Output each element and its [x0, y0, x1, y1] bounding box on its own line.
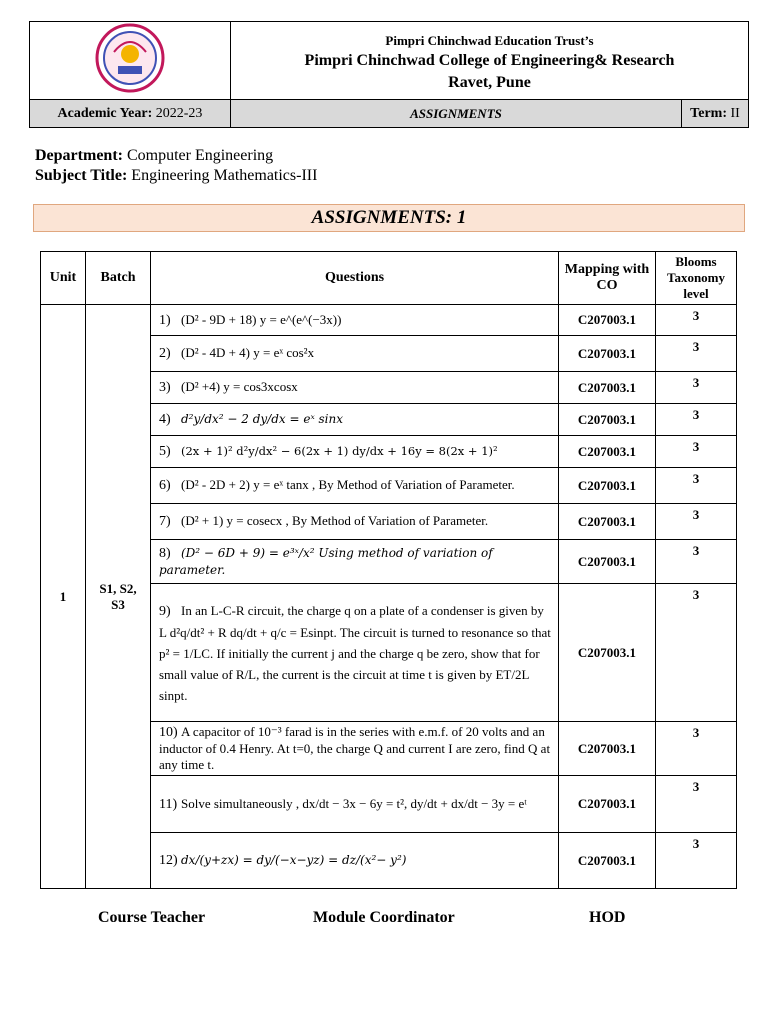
question-11: 11) Solve simultaneously , dx/dt − 3x − 6y = t², dy/dt + dx/dt − 3y = eᵗ [151, 776, 559, 833]
co-9: C207003.1 [559, 584, 656, 722]
hod-signature: HOD [589, 909, 626, 926]
co-5: C207003.1 [559, 436, 656, 468]
co-1: C207003.1 [559, 305, 656, 336]
co-10: C207003.1 [559, 722, 656, 776]
co-11: C207003.1 [559, 776, 656, 833]
question-6: 6) (D² - 2D + 2) y = eˣ tanx , By Method of Variation of Parameter. [151, 468, 559, 504]
question-2: 2) (D² - 4D + 4) y = eˣ cos²x [151, 336, 559, 372]
question-7: 7) (D² + 1) y = cosecx , By Method of Variation of Parameter. [151, 504, 559, 540]
level-4: 3 [656, 404, 737, 436]
institute-block [231, 22, 749, 100]
batch-cell: S1, S2, S3 [86, 305, 151, 889]
col-batch: Batch [86, 252, 151, 305]
subject-value: Engineering Mathematics-III [131, 167, 318, 184]
question-12: 12) dx/(y+zx) = dy/(−x−yz) = dz/(x²− y²) [151, 833, 559, 889]
assignments-label: ASSIGNMENTS [231, 100, 682, 128]
academic-year: Academic Year: 2022-23 [30, 100, 231, 128]
question-1: 1) (D² - 9D + 18) y = e^(e^(−3x)) [151, 305, 559, 336]
level-7: 3 [656, 504, 737, 540]
term: Term: II [682, 100, 749, 128]
question-8: 8) (D² − 6D + 9) = e³ˣ/x² Using method of variation of parameter. [151, 540, 559, 584]
level-3: 3 [656, 372, 737, 404]
module-coordinator-signature: Module Coordinator [313, 909, 455, 926]
co-4: C207003.1 [559, 404, 656, 436]
question-5: 5) (2x + 1)² d²y/dx² − 6(2x + 1) dy/dx + 16y = 8(2x + 1)² [151, 436, 559, 468]
level-1: 3 [656, 305, 737, 336]
unit-cell: 1 [41, 305, 86, 889]
col-unit: Unit [41, 252, 86, 305]
course-info [35, 146, 317, 186]
subject-label: Subject Title: [35, 167, 128, 184]
level-2: 3 [656, 336, 737, 372]
co-6: C207003.1 [559, 468, 656, 504]
col-questions: Questions [151, 252, 559, 305]
col-mapping: Mapping with CO [559, 252, 656, 305]
course-teacher-signature: Course Teacher [98, 909, 206, 926]
question-10: 10) A capacitor of 10⁻³ farad is in the series with e.m.f. of 20 volts and an inductor of 0.4 Henry. At t=0, the charge Q and current I are zero, find Q at any time t. [151, 722, 559, 776]
co-7: C207003.1 [559, 504, 656, 540]
question-9: 9) In an L-C-R circuit, the charge q on a plate of a condenser is given by L d²q/dt² + R dq/dt + q/c = Esinpt. The circuit is turned to resonance so that p² = 1/LC. If initially the current j and the charge q be zero, show that for small value of R/L, the current is the circuit at time t is given by ET/2L sinpt. [151, 584, 559, 722]
level-9: 3 [656, 584, 737, 722]
logo-cell [30, 22, 231, 100]
assignment-banner: ASSIGNMENTS: 1 [33, 204, 745, 232]
question-3: 3) (D² +4) y = cos3xcosx [151, 372, 559, 404]
college-location: Ravet, Pune [448, 74, 531, 91]
col-blooms: Blooms Taxonomy level [656, 252, 737, 305]
co-3: C207003.1 [559, 372, 656, 404]
level-8: 3 [656, 540, 737, 584]
level-12: 3 [656, 833, 737, 889]
level-5: 3 [656, 436, 737, 468]
trust-name: Pimpri Chinchwad Education Trust’s [385, 33, 594, 48]
level-11: 3 [656, 776, 737, 833]
header-table [29, 21, 749, 128]
college-logo-icon [92, 22, 168, 94]
level-10: 3 [656, 722, 737, 776]
level-6: 3 [656, 468, 737, 504]
co-12: C207003.1 [559, 833, 656, 889]
department-value: Computer Engineering [126, 147, 274, 164]
questions-table [40, 251, 737, 889]
question-4: 4) d²y/dx² − 2 dy/dx = eˣ sinx [151, 404, 559, 436]
department-label: Department: [35, 147, 123, 164]
college-name: Pimpri Chinchwad College of Engineering& Research [304, 52, 675, 69]
co-2: C207003.1 [559, 336, 656, 372]
co-8: C207003.1 [559, 540, 656, 584]
